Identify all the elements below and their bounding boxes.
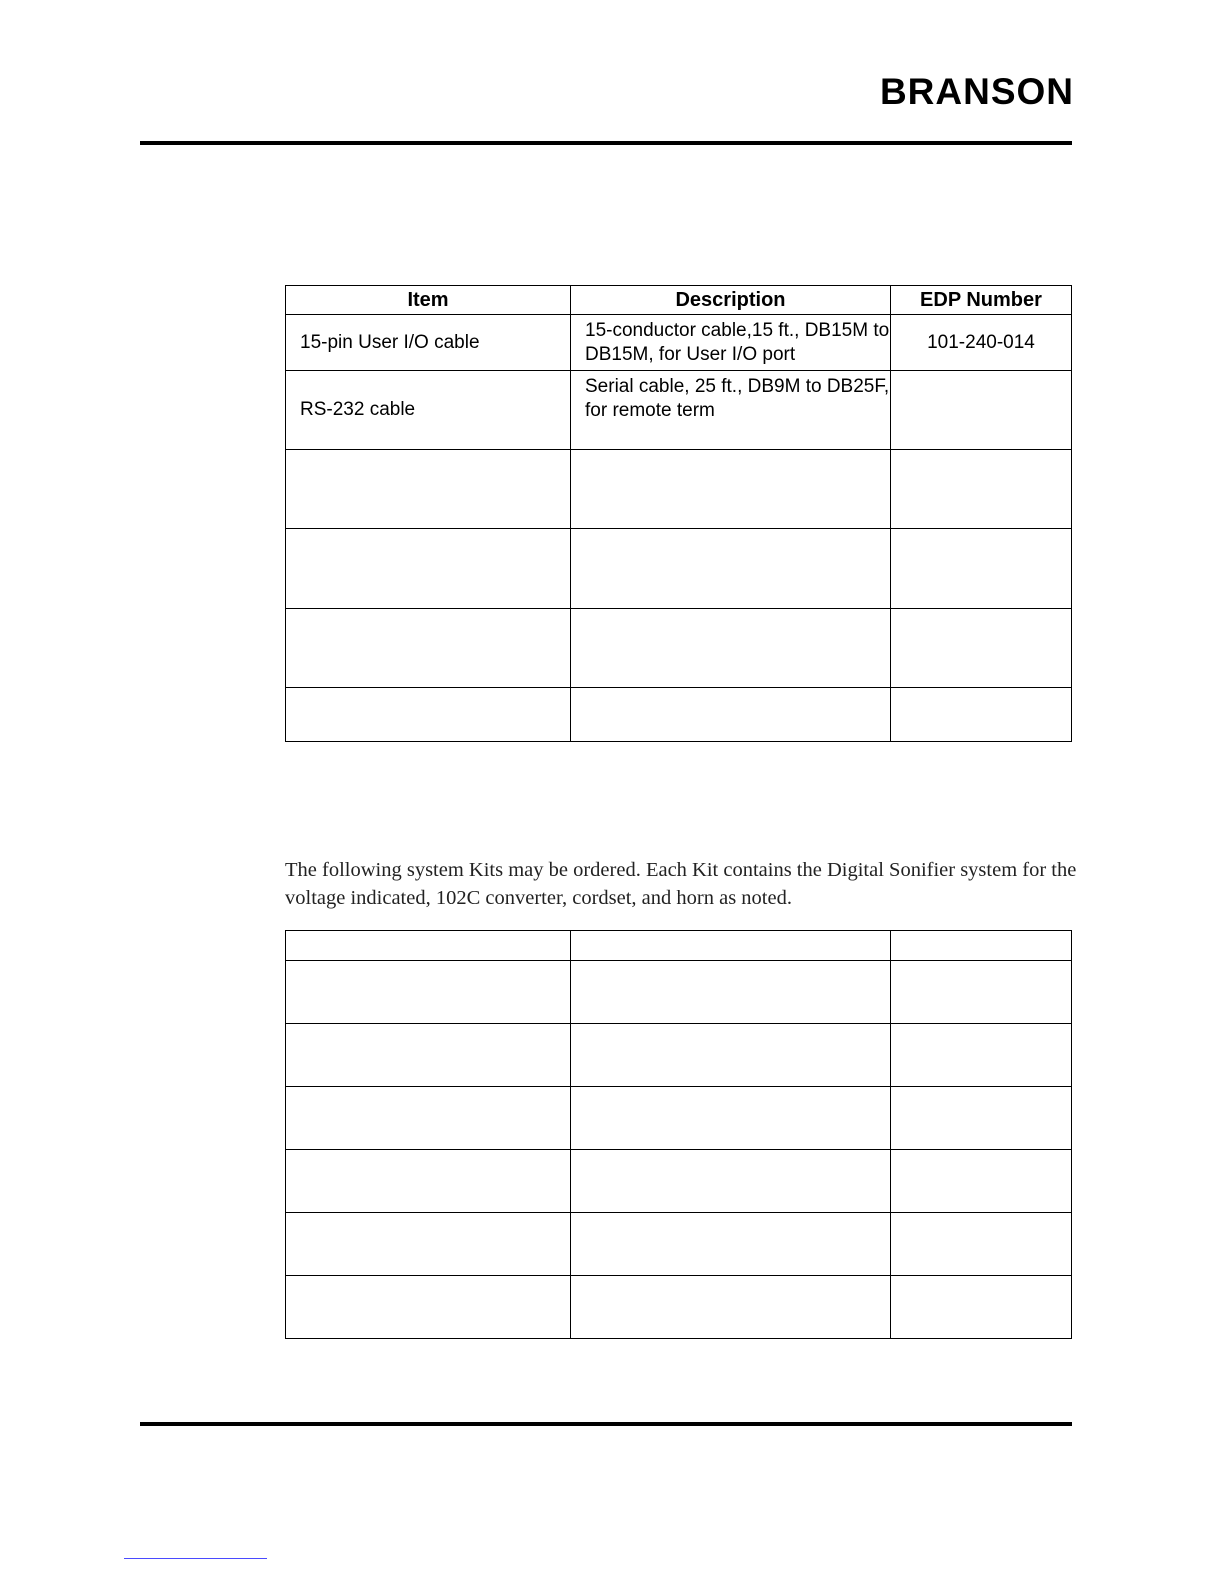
cell-description — [571, 1150, 891, 1213]
cell-description: Serial cable, 25 ft., DB9M to DB25F, for remote term — [571, 371, 891, 450]
footer-rule — [140, 1422, 1072, 1426]
table-header-row — [286, 931, 1072, 961]
cell-description — [571, 450, 891, 529]
cell-item — [286, 1276, 571, 1339]
cell-item — [286, 529, 571, 609]
cell-description — [571, 1024, 891, 1087]
table-row — [286, 450, 1072, 529]
cell-edp — [891, 529, 1072, 609]
cell-edp — [891, 450, 1072, 529]
kits-table — [285, 930, 1072, 1339]
cell-edp: 101-240-014 — [891, 315, 1072, 371]
branson-logo: BRANSON — [879, 71, 1074, 112]
table-row — [286, 1213, 1072, 1276]
cell-description — [571, 609, 891, 688]
cell-description — [571, 961, 891, 1024]
cell-item — [286, 961, 571, 1024]
cell-description — [571, 529, 891, 609]
cell-item — [286, 450, 571, 529]
table-row — [286, 371, 1072, 450]
cell-description — [571, 1276, 891, 1339]
table-row — [286, 1087, 1072, 1150]
column-header-edp: EDP Number — [891, 286, 1072, 315]
table-row — [286, 315, 1072, 371]
table-row — [286, 1150, 1072, 1213]
table-row — [286, 529, 1072, 609]
table-row — [286, 609, 1072, 688]
cell-description — [571, 1087, 891, 1150]
cell-item — [286, 688, 571, 742]
column-header-edp — [891, 931, 1072, 961]
cell-edp — [891, 1213, 1072, 1276]
cell-edp — [891, 688, 1072, 742]
cell-description — [571, 1213, 891, 1276]
cell-edp — [891, 609, 1072, 688]
cell-item: 15-pin User I/O cable — [286, 315, 571, 371]
cell-edp — [891, 1276, 1072, 1339]
cell-item: RS-232 cable — [286, 371, 571, 450]
footer-link-underline[interactable] — [124, 1558, 267, 1559]
header-rule — [140, 141, 1072, 145]
table-header-row — [286, 286, 1072, 315]
column-header-item: Item — [286, 286, 571, 315]
parts-table — [285, 285, 1072, 742]
table-row — [286, 688, 1072, 742]
table-row — [286, 1276, 1072, 1339]
cell-description — [571, 688, 891, 742]
cell-item — [286, 1150, 571, 1213]
kits-intro-paragraph: The following system Kits may be ordered. Each Kit contains the Digital Sonifier system for the voltage indicated, 102C converter, cordset, and horn as noted. — [285, 858, 1077, 909]
table-row — [286, 961, 1072, 1024]
cell-edp — [891, 371, 1072, 450]
cell-item — [286, 1213, 571, 1276]
cell-edp — [891, 1087, 1072, 1150]
cell-edp — [891, 961, 1072, 1024]
column-header-item — [286, 931, 571, 961]
cell-edp — [891, 1150, 1072, 1213]
cell-item — [286, 1087, 571, 1150]
cell-item — [286, 1024, 571, 1087]
table-row — [286, 1024, 1072, 1087]
cell-edp — [891, 1024, 1072, 1087]
cell-item — [286, 609, 571, 688]
column-header-description: Description — [571, 286, 891, 315]
column-header-description — [571, 931, 891, 961]
cell-description: 15-conductor cable,15 ft., DB15M to DB15M, for User I/O port — [571, 315, 891, 371]
